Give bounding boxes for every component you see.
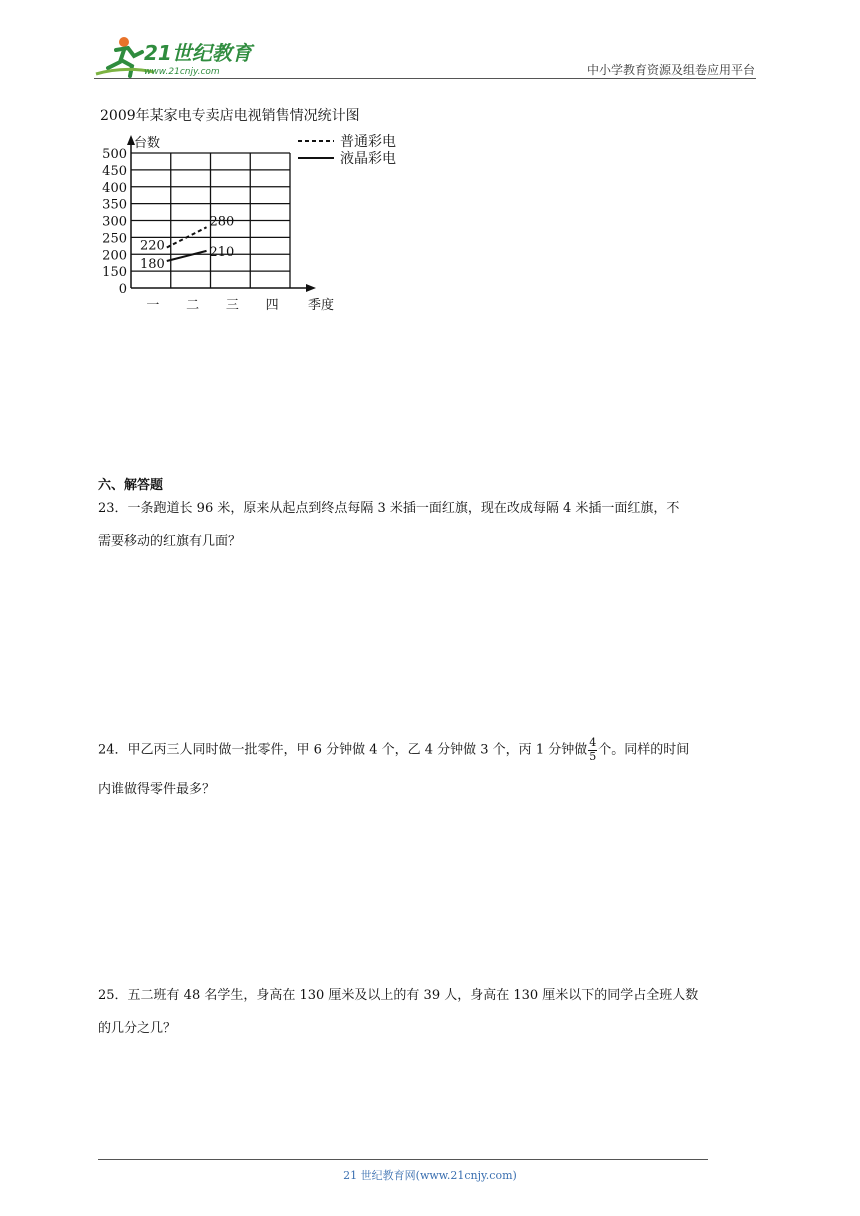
y-tick-label: 450 <box>102 163 127 179</box>
legend-label: 普通彩电 <box>340 134 396 150</box>
y-tick-label: 300 <box>102 214 127 230</box>
y-tick-label: 400 <box>102 180 127 196</box>
question-24-text-before: 24．甲乙丙三人同时做一批零件，甲 6 分钟做 4 个，乙 4 分钟做 3 个，丙 1 分钟做 <box>98 742 588 758</box>
fraction-denominator: 5 <box>589 749 597 763</box>
y-tick-label: 350 <box>102 197 127 213</box>
y-tick-label: 250 <box>102 231 127 247</box>
platform-name: 中小学教育资源及组卷应用平台 <box>586 63 755 77</box>
question-25-line1: 25．五二班有 48 名学生，身高在 130 厘米及以上的有 39 人，身高在 130 厘米以下的同学占全班人数 <box>98 988 699 1003</box>
question-24-text-after: 个。同样的时间 <box>598 742 690 758</box>
y-tick-label: 0 <box>118 282 127 297</box>
y-axis-label: 台数 <box>134 136 161 151</box>
legend-label: 液晶彩电 <box>340 151 396 167</box>
chart-title: 2009年某家电专卖店电视销售情况统计图 <box>100 108 360 124</box>
header-divider <box>94 78 756 79</box>
data-label: 210 <box>209 244 235 260</box>
question-24-line2: 内谁做得零件最多？ <box>98 782 216 797</box>
question-23-line2: 需要移动的红旗有几面？ <box>98 534 242 549</box>
question-25-line2: 的几分之几？ <box>98 1021 177 1036</box>
tv-sales-line-chart <box>94 98 424 323</box>
footer-divider <box>98 1159 708 1160</box>
series-line-lcd-tv <box>167 251 207 261</box>
x-axis-arrow <box>306 284 316 292</box>
footer-text: 21 世纪教育网(www.21cnjy.com) <box>343 1169 517 1182</box>
x-tick-label: 一 <box>146 298 160 313</box>
chart-series <box>140 214 234 272</box>
y-tick-label: 500 <box>102 147 127 162</box>
question-24-line1 <box>98 737 689 763</box>
x-tick-label: 四 <box>265 298 279 313</box>
question-23-line1: 23．一条跑道长 96 米，原来从起点到终点每隔 3 米插一面红旗，现在改成每隔 4 米插一面红旗，不 <box>98 501 680 516</box>
x-axis-label: 季度 <box>308 298 335 313</box>
y-tick-label: 150 <box>102 265 127 281</box>
fraction-four-fifths <box>588 737 597 763</box>
y-tick-label: 200 <box>102 248 127 264</box>
data-label: 180 <box>139 257 165 272</box>
x-tick-labels <box>146 298 278 313</box>
data-label: 220 <box>139 238 165 254</box>
fraction-numerator: 4 <box>589 736 597 749</box>
x-tick-label: 三 <box>225 298 239 313</box>
data-label: 280 <box>209 214 235 230</box>
logo-main-text: 21世纪教育 <box>144 41 252 65</box>
site-logo <box>94 30 264 80</box>
x-tick-label: 二 <box>186 298 200 313</box>
chart-legend <box>298 133 396 167</box>
section-title: 六、解答题 <box>98 478 164 493</box>
y-tick-labels <box>102 147 127 297</box>
logo-url-text: www.21cnjy.com <box>144 67 220 77</box>
